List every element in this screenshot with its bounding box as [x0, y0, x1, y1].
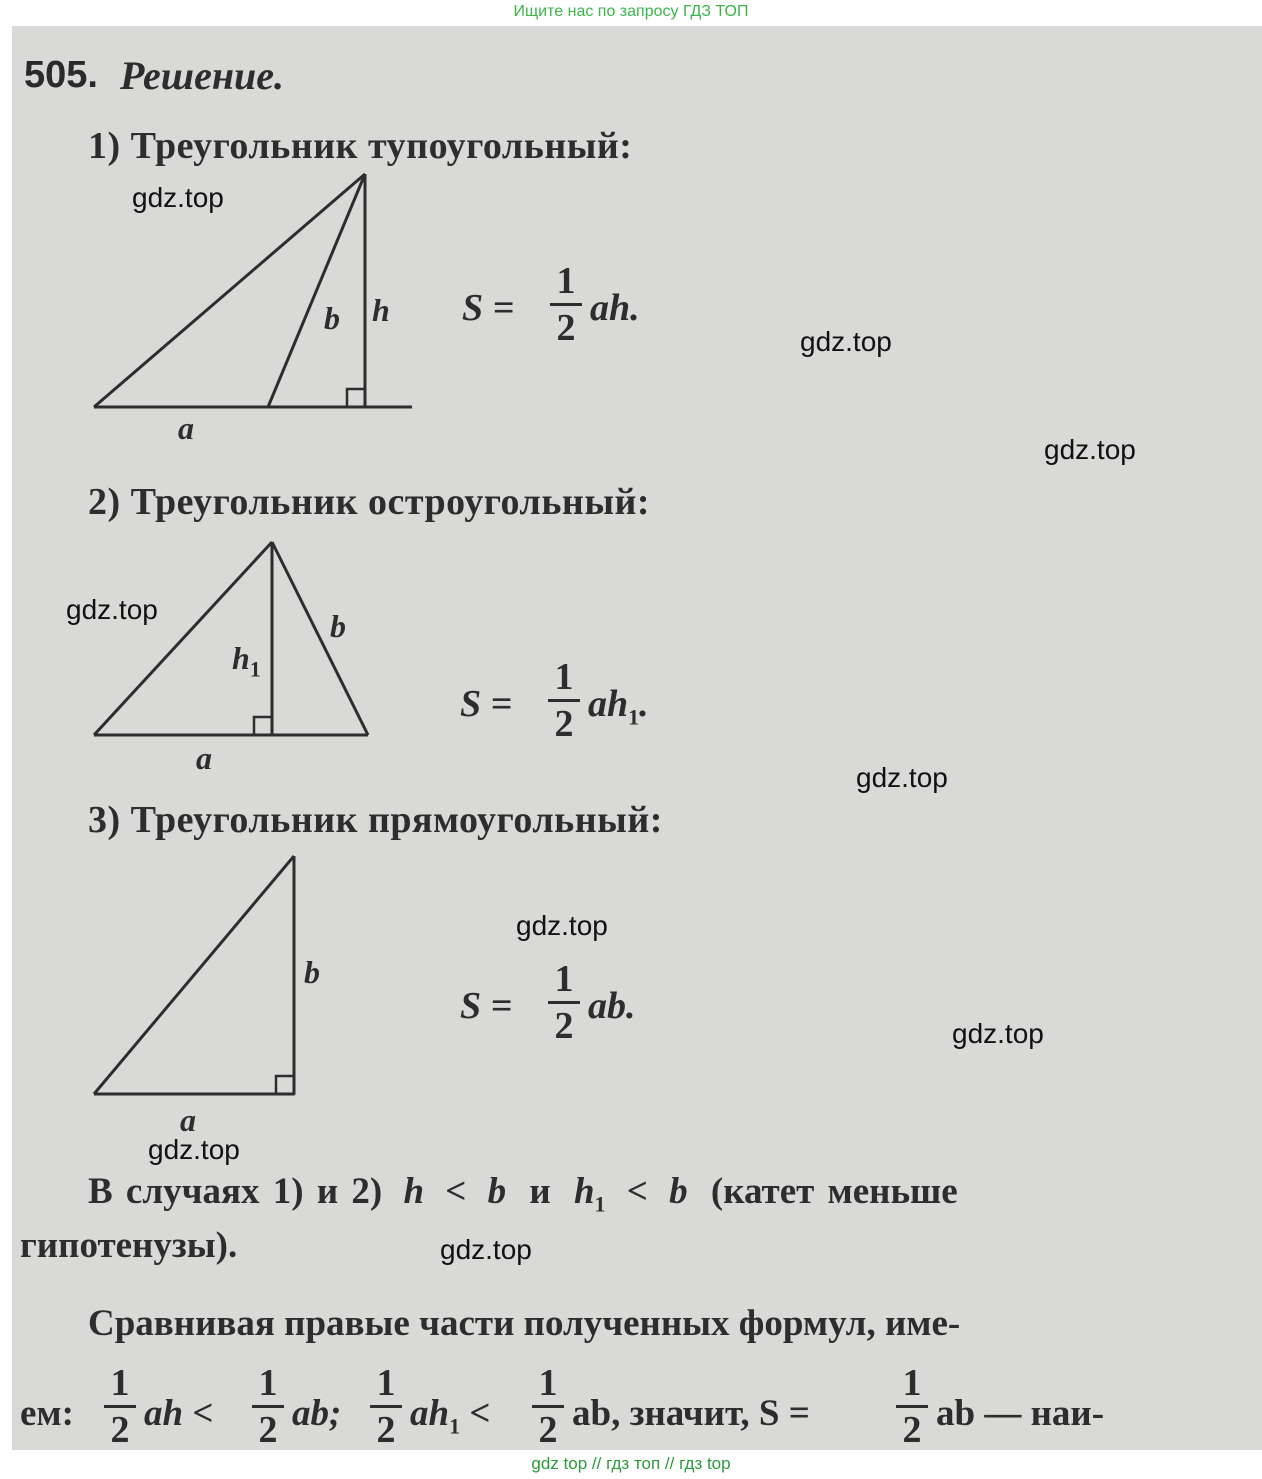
- watermark: gdz.top: [148, 1134, 240, 1165]
- comparison-fraction-3: 1 2: [368, 1364, 404, 1449]
- site-banner[interactable]: Ищите нас по запросу ГДЗ ТОП: [513, 3, 749, 20]
- case1-heading: 1) Треугольник тупоугольный:: [88, 125, 633, 167]
- case3-fraction: 1 2: [546, 960, 582, 1045]
- watermark: gdz.top: [1044, 434, 1136, 465]
- case2-formula-prefix: S =: [460, 683, 513, 725]
- comparison-fraction-5: 1 2: [894, 1364, 930, 1449]
- problem-number: 505.: [24, 54, 98, 96]
- comparison-ah: ah <: [144, 1393, 214, 1434]
- case3-label-a: a: [180, 1102, 196, 1138]
- comparison-ab1: ab;: [292, 1393, 342, 1434]
- watermark: gdz.top: [952, 1018, 1044, 1049]
- watermark: gdz.top: [516, 910, 608, 941]
- case2-formula-suffix: $ah_1$.: [588, 683, 649, 730]
- case2-label-h1: $h_1$: [232, 640, 261, 682]
- watermark: gdz.top: [800, 326, 892, 357]
- conclusion-line1: В случаях 1) и 2) h < b и $h_1 < b$ (катет меньше: [88, 1171, 958, 1217]
- watermark: gdz.top: [66, 594, 158, 625]
- comparison-fraction-1: 1 2: [102, 1364, 138, 1449]
- case3-heading: 3) Треугольник прямоугольный:: [88, 799, 663, 841]
- watermark: gdz.top: [440, 1234, 532, 1265]
- case1-formula-suffix: ah.: [590, 287, 640, 329]
- watermark: gdz.top: [132, 182, 224, 213]
- comparison-fraction-2: 1 2: [250, 1364, 286, 1449]
- case1-label-h: h: [372, 292, 390, 328]
- case2-label-b: b: [330, 608, 346, 644]
- case2-heading: 2) Треугольник остроугольный:: [88, 481, 651, 523]
- conclusion-line2: гипотенузы).: [20, 1225, 238, 1266]
- case1-fraction: 1 2: [548, 262, 584, 347]
- case3-formula-suffix: ab.: [588, 985, 636, 1027]
- case2-label-a: a: [196, 740, 212, 776]
- comparison-prefix: ем:: [20, 1393, 74, 1434]
- problem-title: Решение.: [120, 53, 285, 98]
- case1-label-a: a: [178, 410, 194, 446]
- comparison-fraction-4: 1 2: [530, 1364, 566, 1449]
- scanned-page: [12, 26, 1262, 1450]
- case3-formula-prefix: S =: [460, 985, 513, 1027]
- case1-label-b: b: [324, 300, 340, 336]
- watermark: gdz.top: [856, 762, 948, 793]
- case3-label-b: b: [304, 954, 320, 990]
- comparison-line1: Сравнивая правые части полученных формул, име-: [88, 1303, 961, 1344]
- comparison-end: ab — наи-: [936, 1393, 1105, 1434]
- footer-banner[interactable]: gdz top // гдз топ // гдз top: [531, 1454, 731, 1473]
- right-triangle-figure: [88, 852, 318, 1102]
- case2-fraction: 1 2: [546, 658, 582, 743]
- comparison-ah1: $ah_1$ <: [410, 1393, 491, 1439]
- case1-formula-prefix: S =: [462, 287, 515, 329]
- comparison-ab2: ab, значит, S =: [572, 1393, 810, 1434]
